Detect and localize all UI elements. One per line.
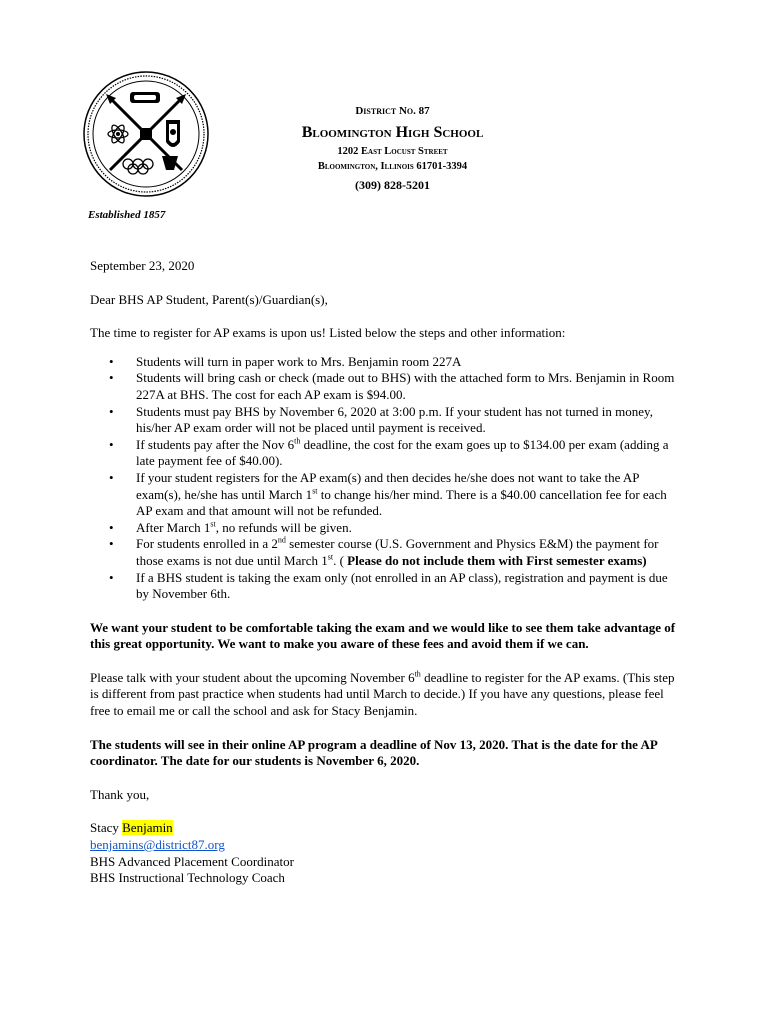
list-item: • For students enrolled in a 2nd semester course (U.S. Government and Physics E&M) the payment for those exams is not due until March 1st. ( Please do not include them with First semester exams) <box>136 536 680 569</box>
list-item: • After March 1st, no refunds will be given. <box>136 520 680 537</box>
list-item: • Students will bring cash or check (made out to BHS) with the attached form to Mrs. Benjamin in Room 227A at BHS. The cost for each AP exam is $94.00. <box>136 370 680 403</box>
address-line-1: 1202 East Locust Street <box>337 146 448 157</box>
email-link[interactable]: benjamins@district87.org <box>90 837 225 853</box>
address-line-2: Bloomington, Illinois 61701-3394 <box>317 161 468 172</box>
letter-intro: The time to register for AP exams is upon us! Listed below the steps and other information: <box>90 325 566 341</box>
closing: Thank you, <box>90 786 150 802</box>
district-label: District No. 87 <box>355 105 430 117</box>
highlighted-last-name: Benjamin <box>122 820 173 836</box>
steps-list <box>90 354 680 603</box>
letterhead <box>270 104 515 194</box>
school-seal-icon <box>82 70 210 198</box>
signature-name: Stacy Benjamin <box>90 820 173 836</box>
established-label: Established 1857 <box>88 209 166 221</box>
school-name: Bloomington High School <box>301 124 484 141</box>
letter-greeting: Dear BHS AP Student, Parent(s)/Guardian(s), <box>90 291 328 307</box>
talk-paragraph: Please talk with your student about the upcoming November 6th deadline to register for the AP exams. (This step is different from past practice when students had until March to decide.) If you have any questions, please feel free to email me or call the school and ask for Stacy Benjamin. <box>90 669 675 719</box>
list-item: • Students will turn in paper work to Mrs. Benjamin room 227A <box>136 354 680 371</box>
list-item: • If your student registers for the AP exam(s) and then decides he/she does not want to take the AP exam(s), he/she has until March 1st to change his/her mind. There is a $40.00 cancellation fee for each AP exam and that amount will not be refunded. <box>136 470 680 520</box>
phone-number: (309) 828-5201 <box>355 178 430 192</box>
online-notice: The students will see in their online AP program a deadline of Nov 13, 2020. That is the date for the AP coordinator. The date for our students is November 6, 2020. <box>90 736 658 769</box>
list-item: • Students must pay BHS by November 6, 2020 at 3:00 p.m. If your student has not turned in money, his/her AP exam order will not be placed until payment is received. <box>136 404 680 437</box>
signature-title-1: BHS Advanced Placement Coordinator <box>90 853 294 869</box>
letter-date: September 23, 2020 <box>90 258 195 273</box>
emphasis-paragraph: We want your student to be comfortable taking the exam and we would like to see them take advantage of this great opportunity. We want to make you aware of these fees and avoid them if we can. <box>90 619 676 652</box>
signature-block <box>90 820 680 886</box>
letter-body <box>90 258 680 887</box>
list-item: • If students pay after the Nov 6th deadline, the cost for the exam goes up to $134.00 per exam (adding a late payment fee of $40.00). <box>136 437 680 470</box>
list-item: • If a BHS student is taking the exam only (not enrolled in an AP class), registration and payment is due by November 6th. <box>136 570 680 603</box>
signature-title-2: BHS Instructional Technology Coach <box>90 870 285 886</box>
